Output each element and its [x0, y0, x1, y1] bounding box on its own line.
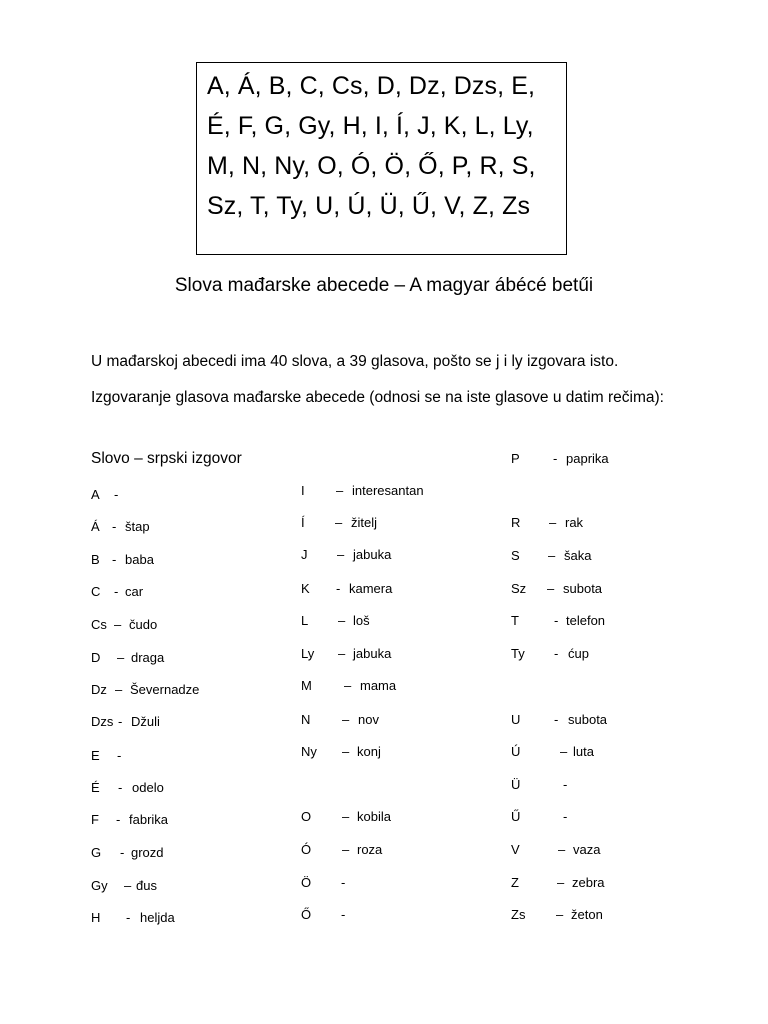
letter-row	[301, 645, 461, 663]
dash-separator: -	[554, 613, 559, 628]
dash-separator: -	[554, 646, 559, 661]
letter-label: Ú	[511, 744, 521, 759]
dash-separator: –	[557, 875, 565, 890]
letter-label: J	[301, 547, 308, 562]
letter-row	[511, 547, 671, 565]
dash-separator: –	[556, 907, 564, 922]
dash-separator: –	[124, 878, 132, 893]
example-word: žeton	[571, 907, 603, 922]
example-word: car	[125, 584, 144, 599]
letter-row	[301, 612, 461, 630]
letter-label: Gy	[91, 878, 108, 893]
example-word: đus	[136, 878, 157, 893]
letter-row	[91, 486, 251, 504]
letter-label: Ő	[301, 907, 312, 922]
dash-separator: –	[338, 613, 346, 628]
dash-separator: –	[342, 842, 350, 857]
example-word: draga	[131, 650, 165, 665]
letter-row	[91, 909, 251, 927]
dash-separator: –	[342, 712, 350, 727]
letter-label: L	[301, 613, 309, 628]
dash-separator: -	[118, 714, 123, 729]
letter-row	[301, 711, 461, 729]
example-word: grozd	[131, 845, 164, 860]
pronunciation-note: Izgovaranje glasova mađarske abecede (odnosi se na iste glasove u datim rečima):	[91, 389, 664, 406]
example-word: kamera	[349, 581, 393, 596]
letter-label: V	[511, 842, 520, 857]
example-word: zebra	[572, 875, 605, 890]
example-word: Ševernadze	[130, 682, 200, 697]
dash-separator: -	[116, 812, 121, 827]
letter-label: Ly	[301, 646, 315, 661]
letter-label: Ó	[301, 842, 312, 857]
dash-separator: -	[120, 845, 125, 860]
letter-label: Dzs	[91, 714, 114, 729]
letter-label: Zs	[511, 907, 526, 922]
letter-label: Ö	[301, 875, 312, 890]
example-word: subota	[563, 581, 603, 596]
example-word: nov	[358, 712, 379, 727]
example-word: rak	[565, 515, 584, 530]
dash-separator: –	[336, 483, 344, 498]
letter-label: Í	[301, 515, 305, 530]
dash-separator: -	[114, 487, 119, 502]
letter-label: Ny	[301, 744, 317, 759]
letter-label: Ű	[511, 809, 521, 824]
intro-paragraph: U mađarskoj abecedi ima 40 slova, a 39 glasova, pošto se j i ly izgovara isto.	[91, 353, 619, 370]
dash-separator: -	[341, 875, 346, 890]
letter-label: K	[301, 581, 310, 596]
dash-separator: -	[341, 907, 346, 922]
letter-label: E	[91, 748, 100, 763]
letter-row	[91, 747, 251, 765]
example-word: ćup	[568, 646, 589, 661]
caption: Slova mađarske abecede – A magyar ábécé betűi	[174, 275, 594, 296]
dash-separator: –	[114, 617, 122, 632]
letter-row	[301, 482, 461, 500]
letter-row	[301, 743, 461, 761]
dash-separator: -	[336, 581, 341, 596]
alphabet-box	[196, 62, 567, 255]
example-word: heljda	[140, 910, 175, 925]
letter-label: Dz	[91, 682, 107, 697]
example-word: mama	[360, 678, 397, 693]
letter-row	[511, 514, 671, 532]
dash-separator: -	[563, 809, 568, 824]
example-word: loš	[353, 613, 370, 628]
example-word: interesantan	[352, 483, 424, 498]
letter-row	[511, 580, 671, 598]
letter-label: B	[91, 552, 100, 567]
example-word: jabuka	[353, 547, 392, 562]
letter-label: F	[91, 812, 99, 827]
dash-separator: -	[112, 519, 117, 534]
dash-separator: -	[117, 748, 122, 763]
letter-row	[301, 580, 461, 598]
example-word: telefon	[566, 613, 606, 628]
letter-label: Á	[91, 519, 100, 534]
example-word: kobila	[357, 809, 391, 824]
letter-row	[301, 808, 461, 826]
example-word: odelo	[132, 780, 164, 795]
example-word: paprika	[566, 451, 609, 466]
letter-label: Ü	[511, 777, 521, 792]
letter-row	[511, 906, 671, 924]
letter-label: Sz	[511, 581, 527, 596]
example-word: čudo	[129, 617, 158, 632]
letter-label: C	[91, 584, 101, 599]
letter-row	[511, 808, 671, 826]
letter-label: O	[301, 809, 312, 824]
letter-row	[301, 677, 461, 695]
dash-separator: –	[337, 547, 345, 562]
dash-separator: –	[547, 581, 555, 596]
letter-row	[91, 551, 251, 569]
letter-row	[301, 874, 461, 892]
dash-separator: –	[342, 809, 350, 824]
letter-row	[91, 616, 251, 634]
letter-row	[511, 450, 671, 468]
dash-separator: -	[126, 910, 131, 925]
dash-separator: –	[338, 646, 346, 661]
dash-separator: –	[115, 682, 123, 697]
letter-row	[301, 546, 461, 564]
example-word: žitelj	[351, 515, 378, 530]
alphabet-line: M, N, Ny, O, Ó, Ö, Ő, P, R, S,	[207, 152, 536, 180]
letter-row	[511, 776, 671, 794]
letter-row	[91, 583, 251, 601]
letter-label: A	[91, 487, 100, 502]
example-word: šaka	[564, 548, 592, 563]
letter-label: N	[301, 712, 311, 727]
dash-separator: –	[558, 842, 566, 857]
letter-row	[301, 841, 461, 859]
letter-label: Z	[511, 875, 519, 890]
dash-separator: –	[117, 650, 125, 665]
example-word: luta	[573, 744, 594, 759]
example-word: fabrika	[129, 812, 169, 827]
letter-row	[511, 874, 671, 892]
letter-label: Ty	[511, 646, 525, 661]
example-word: štap	[125, 519, 150, 534]
letter-row	[511, 645, 671, 663]
letter-label: T	[511, 613, 519, 628]
letter-row	[511, 612, 671, 630]
letter-label: R	[511, 515, 521, 530]
letter-label: P	[511, 451, 520, 466]
letter-label: I	[301, 483, 305, 498]
letter-label: G	[91, 845, 102, 860]
dash-separator: -	[112, 552, 117, 567]
letter-row	[91, 713, 251, 731]
letter-row	[91, 649, 251, 667]
dash-separator: -	[114, 584, 119, 599]
dash-separator: –	[342, 744, 350, 759]
example-word: jabuka	[353, 646, 392, 661]
example-word: baba	[125, 552, 154, 567]
dash-separator: -	[553, 451, 558, 466]
letter-row	[91, 518, 251, 536]
letter-label: Cs	[91, 617, 107, 632]
example-word: subota	[568, 712, 608, 727]
letter-row	[511, 711, 671, 729]
letter-row	[511, 841, 671, 859]
letter-label: É	[91, 780, 100, 795]
dash-separator: –	[335, 515, 343, 530]
letter-label: H	[91, 910, 101, 925]
letter-row	[91, 877, 251, 895]
column-header: Slovo – srpski izgovor	[91, 450, 242, 467]
alphabet-line: Sz, T, Ty, U, Ú, Ü, Ű, V, Z, Zs	[207, 192, 531, 220]
example-word: roza	[357, 842, 383, 857]
letter-label: U	[511, 712, 521, 727]
dash-separator: -	[554, 712, 559, 727]
example-word: konj	[357, 744, 381, 759]
letter-row	[301, 514, 461, 532]
example-word: vaza	[573, 842, 601, 857]
dash-separator: –	[549, 515, 557, 530]
letter-row	[511, 743, 671, 761]
dash-separator: -	[118, 780, 123, 795]
example-word: Džuli	[131, 714, 160, 729]
letter-row	[91, 811, 251, 829]
letter-label: S	[511, 548, 520, 563]
letter-row	[91, 844, 251, 862]
alphabet-line: A, Á, B, C, Cs, D, Dz, Dzs, E,	[207, 72, 536, 100]
letter-row	[91, 681, 251, 699]
alphabet-line: É, F, G, Gy, H, I, Í, J, K, L, Ly,	[207, 112, 534, 140]
dash-separator: –	[344, 678, 352, 693]
letter-label: M	[301, 678, 312, 693]
dash-separator: –	[560, 744, 568, 759]
dash-separator: -	[563, 777, 568, 792]
letter-label: D	[91, 650, 101, 665]
letter-row	[301, 906, 461, 924]
dash-separator: –	[548, 548, 556, 563]
letter-row	[91, 779, 251, 797]
